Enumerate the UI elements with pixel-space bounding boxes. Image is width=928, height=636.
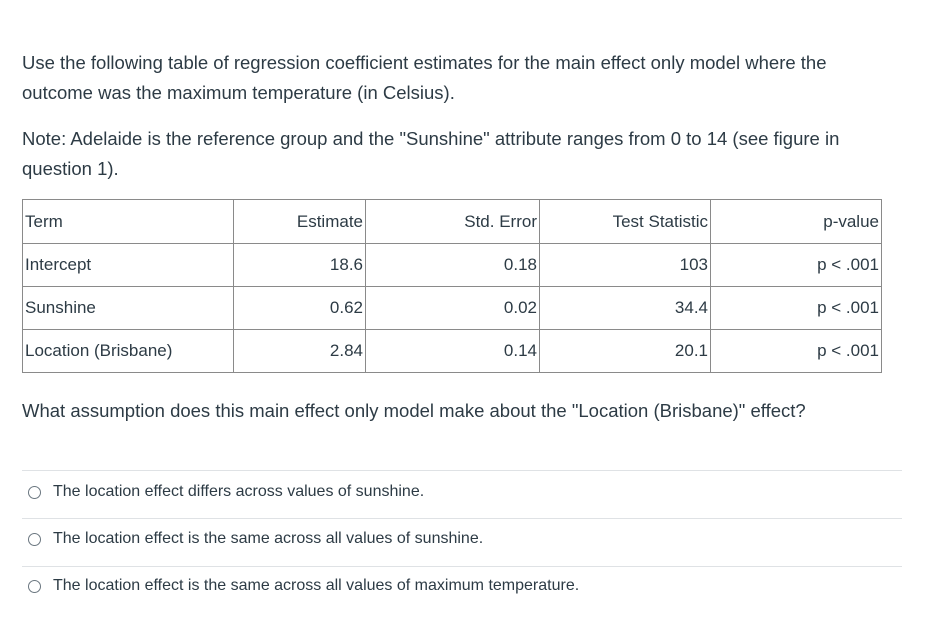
cell-p-value: p < .001 (711, 244, 882, 287)
regression-table (22, 199, 882, 373)
header-test-statistic: Test Statistic (540, 200, 711, 244)
header-estimate: Estimate (234, 200, 366, 244)
cell-term: Sunshine (23, 287, 234, 330)
radio-button[interactable] (28, 533, 41, 546)
cell-std-error: 0.02 (366, 287, 540, 330)
cell-test-statistic: 20.1 (540, 330, 711, 373)
cell-std-error: 0.18 (366, 244, 540, 287)
answer-option-label: The location effect differs across values of sunshine. (53, 483, 425, 500)
cell-std-error: 0.14 (366, 330, 540, 373)
table-header-row (23, 200, 882, 244)
option-divider (22, 518, 902, 519)
cell-term: Intercept (23, 244, 234, 287)
cell-estimate: 18.6 (234, 244, 366, 287)
table-row (23, 287, 882, 330)
header-std-error: Std. Error (366, 200, 540, 244)
option-divider (22, 470, 902, 471)
radio-button[interactable] (28, 580, 41, 593)
answer-option-label: The location effect is the same across all values of sunshine. (53, 530, 484, 547)
cell-test-statistic: 103 (540, 244, 711, 287)
answer-option-3[interactable] (28, 577, 579, 595)
cell-p-value: p < .001 (711, 330, 882, 373)
cell-estimate: 2.84 (234, 330, 366, 373)
option-divider (22, 566, 902, 567)
cell-term: Location (Brisbane) (23, 330, 234, 373)
cell-p-value: p < .001 (711, 287, 882, 330)
header-term: Term (23, 200, 234, 244)
note-paragraph: Note: Adelaide is the reference group and the "Sunshine" attribute ranges from 0 to 14 (see figure in question 1). (22, 128, 840, 179)
table-row (23, 330, 882, 373)
radio-button[interactable] (28, 486, 41, 499)
table-row (23, 244, 882, 287)
cell-estimate: 0.62 (234, 287, 366, 330)
answer-option-2[interactable] (28, 530, 483, 548)
header-p-value: p-value (711, 200, 882, 244)
answer-option-1[interactable] (28, 483, 424, 501)
question-text: What assumption does this main effect only model make about the "Location (Brisbane)" effect? (22, 400, 806, 421)
answer-option-label: The location effect is the same across all values of maximum temperature. (53, 577, 580, 594)
cell-test-statistic: 34.4 (540, 287, 711, 330)
intro-paragraph: Use the following table of regression coefficient estimates for the main effect only model where the outcome was the maximum temperature (in Celsius). (22, 52, 827, 103)
